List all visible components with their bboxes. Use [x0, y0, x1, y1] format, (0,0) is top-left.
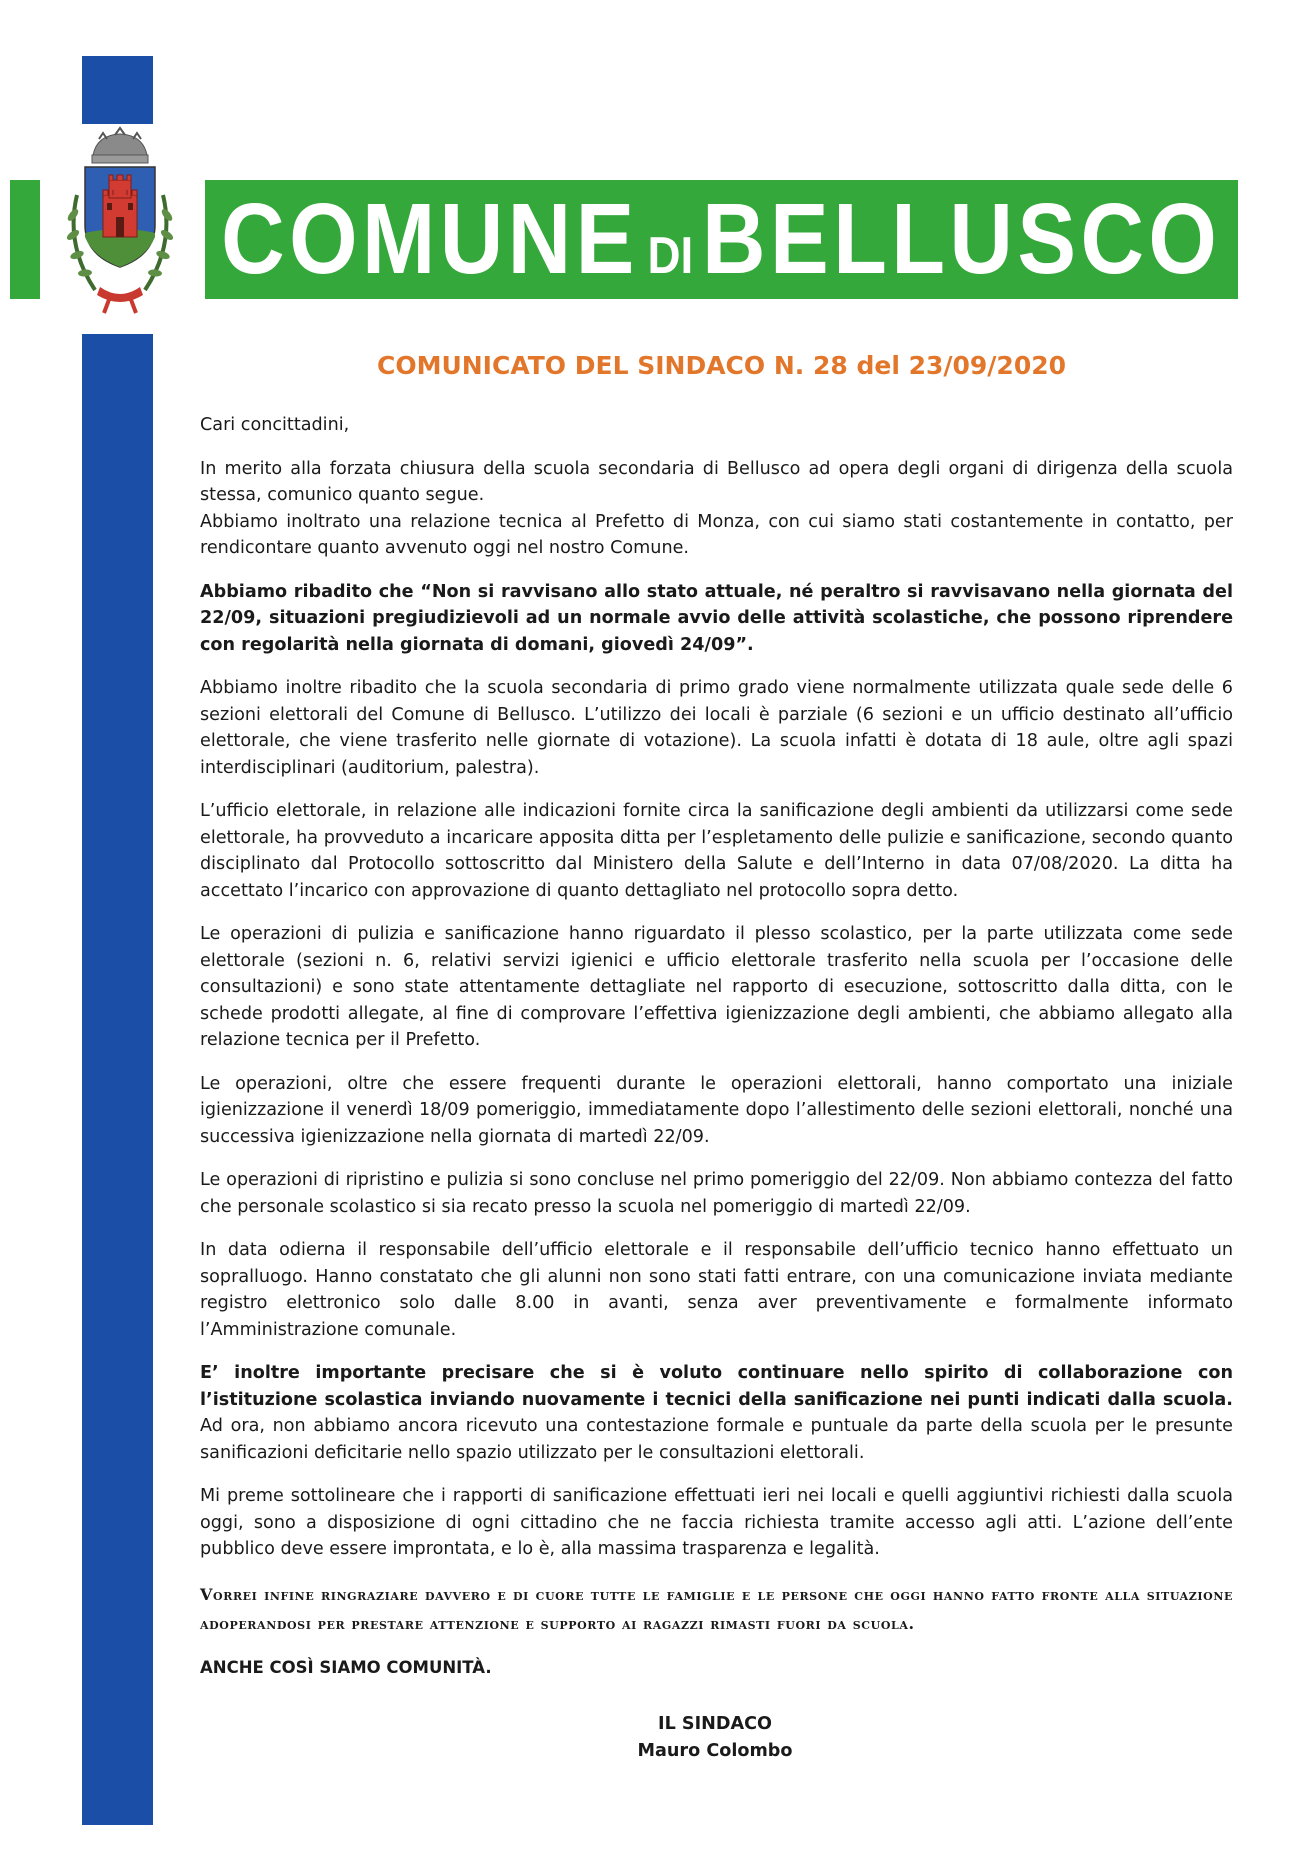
statement-text: Abbiamo ribadito che “Non si ravvisano allo stato attuale, né peraltro si ravvisavano nella giornata del 22/09, situazioni pregiudizievoli ad un normale avvio delle attività scolastiche, che possono riprendere con regolarità nella giornata di domani, giovedì 24/09”. [200, 581, 1233, 655]
blue-bar-bottom [82, 334, 153, 1825]
signature-block [560, 1711, 870, 1765]
signature-name: Mauro Colombo [637, 1741, 793, 1761]
paragraph-prefetto: Abbiamo inoltrato una relazione tecnica al Prefetto di Monza, con cui siamo stati costantemente in contatto, per rendicontare quanto avvenuto oggi nel nostro Comune. [200, 511, 1233, 558]
paragraph-inspection: In data odierna il responsabile dell’ufficio elettorale e il responsabile dell’ufficio tecnico hanno effettuato un sopralluogo. Hanno constatato che gli alunni non sono stati fatti entrare, con una comunicazione inviata mediante registro elettronico solo dalle 8.00 in avanti, senza aver preventivamente e formalmente informato l’Amministrazione comunale. [200, 1240, 1233, 1340]
banner-title [221, 182, 1221, 297]
blue-bar-top [82, 56, 153, 124]
coat-of-arms-icon [55, 125, 185, 325]
paragraph-cleaning: Le operazioni di pulizia e sanificazione hanno riguardato il plesso scolastico, per la parte utilizzata come sede elettorale (sezioni n. 6, relativi servizi igienici e ufficio elettorale trasferito nella scuola per l’occasione delle consultazioni) e sono state attentamente dettagliate nel rapporto di esecuzione, sottoscritto dalla ditta, con le schede prodotti allegate, al fine di comprovare l’effettiva igienizzazione degli ambienti, che abbiamo allegato alla relazione tecnica per il Prefetto. [200, 924, 1233, 1050]
header-banner [205, 180, 1238, 299]
paragraph-thanks: Vorrei infine ringraziare davvero e di cuore tutte le famiglie e le persone che oggi hanno fatto fronte alla situazione adoperandosi per prestare attenzione e supporto ai ragazzi rimasti fuori da scuola. [200, 1584, 1233, 1633]
paragraph-collaboration [200, 1360, 1233, 1466]
paragraph-intro: In merito alla forzata chiusura della scuola secondaria di Bellusco ad opera degli organi di dirigenza della scuola stessa, comunico quanto segue. [200, 458, 1233, 505]
paragraph-transparency: Mi preme sottolineare che i rapporti di sanificazione effettuati ieri nei locali e quelli aggiuntivi richiesti dalla scuola oggi, sono a disposizione di ogni cittadino che ne faccia richiesta tramite accesso agli atti. L’azione dell’ente pubblico deve essere improntata, e lo è, alla massima trasparenza e legalità. [200, 1486, 1233, 1559]
closing-line: ANCHE COSÌ SIAMO COMUNITÀ. [200, 1657, 492, 1677]
letter-body [200, 412, 1233, 1698]
paragraph-school: Abbiamo inoltre ribadito che la scuola secondaria di primo grado viene normalmente utilizzata quale sede delle 6 sezioni elettorali del Comune di Bellusco. L’utilizzo dei locali è parziale (6 sezioni e un ufficio destinato all’ufficio elettorale, che viene trasferito nelle giornate di votazione). La scuola infatti è dotata di 18 aule, oltre agli spazi interdisciplinari (auditorium, palestra). [200, 678, 1233, 778]
paragraph-electoral-office: L’ufficio elettorale, in relazione alle indicazioni fornite circa la sanificazione degli ambienti da utilizzarsi come sede elettorale, ha provveduto a incaricare apposita ditta per l’espletamento delle pulizie e sanificazione, secondo quanto disciplinato dal Protocollo sottoscritto dal Ministero della Salute e dell’Interno in data 07/08/2020. La ditta ha accettato l’incarico con approvazione di quanto dettagliato nel protocollo sopra detto. [200, 801, 1233, 901]
paragraph-restore: Le operazioni di ripristino e pulizia si sono concluse nel primo pomeriggio del 22/09. Non abbiamo contezza del fatto che personale scolastico si sia recato presso la scuola nel pomeriggio di martedì 22/09. [200, 1170, 1233, 1217]
signature-title: IL SINDACO [658, 1714, 772, 1734]
paragraph-operations: Le operazioni, oltre che essere frequenti durante le operazioni elettorali, hanno comportato una iniziale igienizzazione il venerdì 18/09 pomeriggio, immediatamente dopo l’allestimento delle sezioni elettorali, nonché una successiva igienizzazione nella giornata di martedì 22/09. [200, 1073, 1233, 1147]
green-stripe-left [10, 180, 40, 299]
banner-word-bellusco: BELLUSCO [702, 183, 1222, 295]
paragraph-statement [200, 579, 1233, 659]
collaboration-bold: E’ inoltre importante precisare che si è voluto continuare nello spirito di collaborazione con l’istituzione scolastica inviando nuovamente i tecnici della sanificazione nei punti indicati dalla scuola. [200, 1363, 1233, 1410]
collaboration-rest: Ad ora, non abbiamo ancora ricevuto una contestazione formale e puntuale da parte della scuola per le presunte sanificazioni deficitarie nello spazio utilizzato per le consultazioni elettorali. [200, 1416, 1233, 1463]
greeting: Cari concittadini, [200, 415, 350, 435]
banner-word-comune: COMUNE [221, 183, 639, 295]
banner-word-di: DI [647, 227, 694, 285]
page-title: COMUNICATO DEL SINDACO N. 28 del 23/09/2020 [376, 351, 1067, 380]
